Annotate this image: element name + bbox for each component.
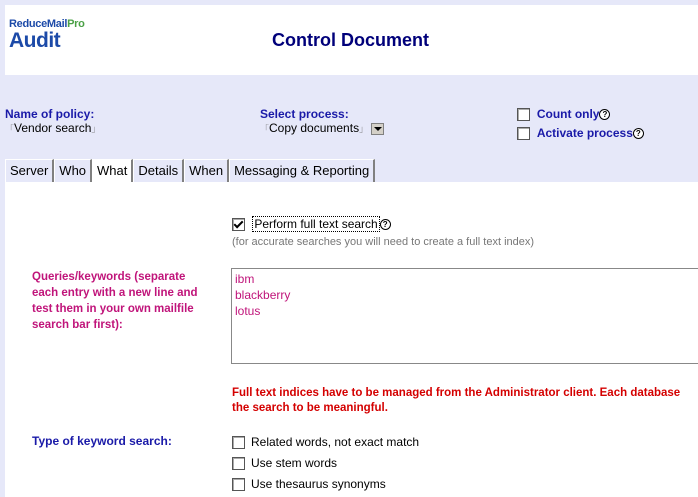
tab-details[interactable]: Details — [133, 159, 184, 182]
question-circle-icon[interactable]: ? — [633, 128, 644, 139]
thesaurus-option[interactable] — [232, 477, 386, 491]
keyword-type-label: Type of keyword search: — [32, 434, 172, 448]
count-only-checkbox[interactable] — [517, 108, 530, 121]
query-item: blackberry — [235, 288, 291, 302]
policy-name-field[interactable]: 「Vendor search」 — [5, 121, 101, 135]
full-text-option[interactable] — [232, 217, 391, 231]
warning-line: the search to be meaningful. — [232, 402, 388, 414]
tab-server[interactable]: Server — [5, 159, 54, 182]
queries-label: Queries/keywords (separate each entry with a new line and test them in your own mailfile search bar first): — [32, 271, 198, 331]
stem-words-checkbox[interactable] — [232, 457, 245, 470]
query-item: ibm — [235, 272, 255, 286]
tab-messaging-reporting[interactable]: Messaging & Reporting — [229, 159, 375, 182]
activate-process-checkbox[interactable] — [517, 127, 530, 140]
select-process-value: Copy documents — [269, 121, 360, 135]
query-item: lotus — [235, 304, 261, 318]
thesaurus-label: Use thesaurus synonyms — [251, 477, 386, 491]
related-words-checkbox[interactable] — [232, 436, 245, 449]
policy-name-label: Name of policy: — [5, 107, 95, 121]
count-only-option[interactable] — [517, 107, 610, 121]
tab-what[interactable]: What — [92, 159, 133, 183]
count-only-label: Count only — [536, 107, 600, 121]
warning-line: Full text indices have to be managed from the Administrator client. Each database — [232, 387, 681, 399]
thesaurus-checkbox[interactable] — [232, 478, 245, 491]
policy-name-value: Vendor search — [14, 121, 92, 135]
logo-product-name: ReduceMailPro — [9, 18, 85, 30]
select-process-label: Select process: — [260, 107, 349, 121]
tab-who[interactable]: Who — [54, 159, 92, 182]
activate-process-label: Activate process — [536, 126, 633, 140]
full-text-hint: (for accurate searches you will need to create a full text index) — [232, 236, 535, 248]
activate-process-option[interactable] — [517, 126, 644, 140]
page-title: Control Document — [272, 30, 429, 50]
related-words-label: Related words, not exact match — [251, 435, 420, 449]
stem-words-label: Use stem words — [251, 456, 338, 470]
tab-when[interactable]: When — [184, 159, 229, 182]
select-process-field[interactable]: 「Copy documents」 — [260, 121, 384, 135]
question-circle-icon[interactable]: ? — [599, 109, 610, 120]
stem-words-option[interactable] — [232, 456, 337, 470]
full-text-warning — [232, 386, 698, 416]
logo-audit: Audit — [9, 29, 61, 52]
tab-bar — [5, 159, 375, 181]
question-circle-icon[interactable]: ? — [380, 219, 391, 230]
full-text-checkbox[interactable] — [232, 218, 245, 231]
dropdown-arrow-icon[interactable] — [371, 123, 384, 135]
queries-textarea[interactable] — [231, 268, 698, 364]
related-words-option[interactable] — [232, 435, 419, 449]
full-text-label: Perform full text search — [254, 217, 378, 231]
